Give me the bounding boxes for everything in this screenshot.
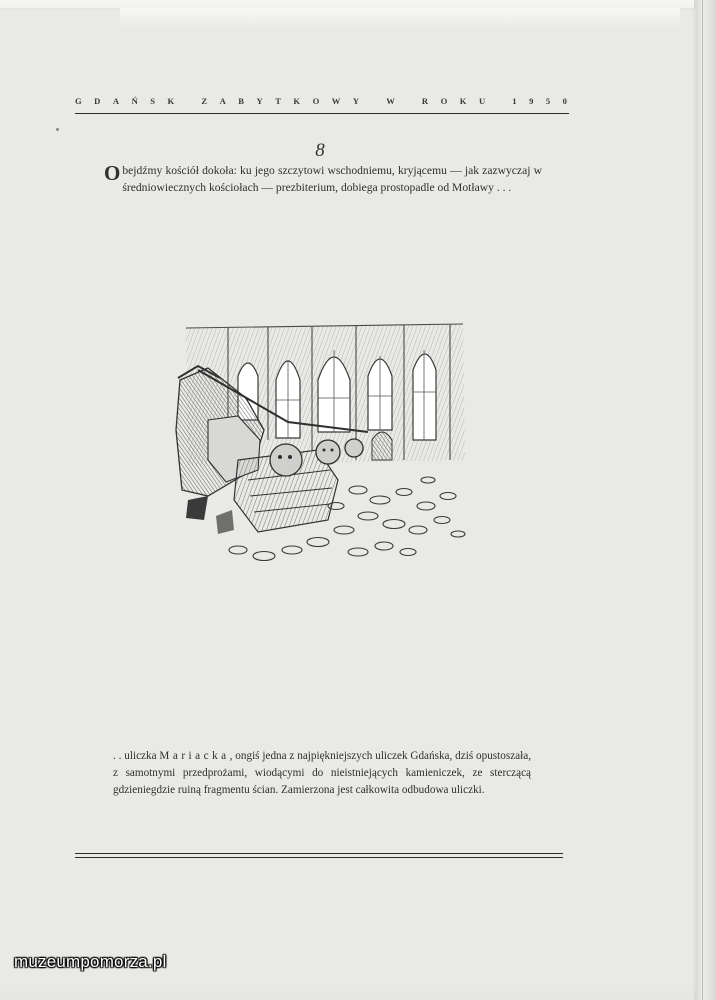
paragraph-2 (113, 748, 531, 800)
running-head-letter: W (386, 96, 395, 106)
running-head-letter: 9 (529, 96, 534, 106)
running-head-letter: G (75, 96, 82, 106)
running-head-letter (187, 96, 189, 106)
running-head-letter: D (94, 96, 101, 106)
running-head-letter: Ń (131, 96, 138, 106)
running-head-letter: T (275, 96, 281, 106)
running-head-letter: K (459, 96, 467, 106)
running-head-letter (498, 96, 500, 106)
paragraph-2-lead: . . uliczka (113, 750, 160, 762)
running-head-letter (372, 96, 374, 106)
running-head-letter: 1 (512, 96, 517, 106)
running-head-letter: B (238, 96, 245, 106)
running-head-letter: Y (352, 96, 360, 106)
running-head-letter: K (293, 96, 301, 106)
running-head (75, 96, 567, 106)
paragraph-1 (106, 162, 542, 196)
running-head-letter: 0 (562, 96, 567, 106)
paragraph-2-rest: , ongiś jedna z najpiękniejszych uliczek Gdańska, dziś opustoszała, z samotnymi przedprożami, wiodącymi do nieistniejących kamieniczek, ze sterczącą gdzieniegdzie ruiną fragmentu ścian. Zamierzona jest całkowita odbudowa uliczki. (113, 750, 531, 797)
watermark: muzeumpomorza.pl (14, 952, 167, 971)
running-head-letter: A (219, 96, 226, 106)
page-right-edge (694, 0, 716, 1000)
footer-rule-upper (75, 853, 563, 854)
page-number: 8 (315, 140, 325, 161)
running-head-letter: R (421, 96, 429, 106)
running-head-letter: Z (201, 96, 208, 106)
running-head-letter: Y (256, 96, 263, 106)
running-head-letter: 5 (545, 96, 551, 106)
running-head-letter: A (112, 96, 120, 106)
header-rule (75, 113, 569, 114)
ruined-street-sketch-icon (168, 320, 468, 566)
running-head-letter: O (440, 96, 448, 106)
footer-rule-lower (75, 857, 563, 858)
running-head-letter (407, 96, 409, 106)
paragraph-1-text: bejdźmy kościół dokoła: ku jego szczytowi wschodniemu, kryjącemu — jak zazwyczaj w średniowiecznych kościołach — prezbiterium, dobiega prostopadle od Motławy . . . (122, 164, 542, 194)
running-head-letter: O (312, 96, 320, 106)
running-head-letter: W (331, 96, 341, 106)
drop-cap: O (104, 161, 121, 185)
running-head-letter: S (150, 96, 156, 106)
running-head-letter: K (167, 96, 175, 106)
running-head-letter: U (478, 96, 486, 106)
paper-speck (56, 128, 59, 131)
paragraph-2-spaced-word: Mariacka (159, 750, 230, 762)
